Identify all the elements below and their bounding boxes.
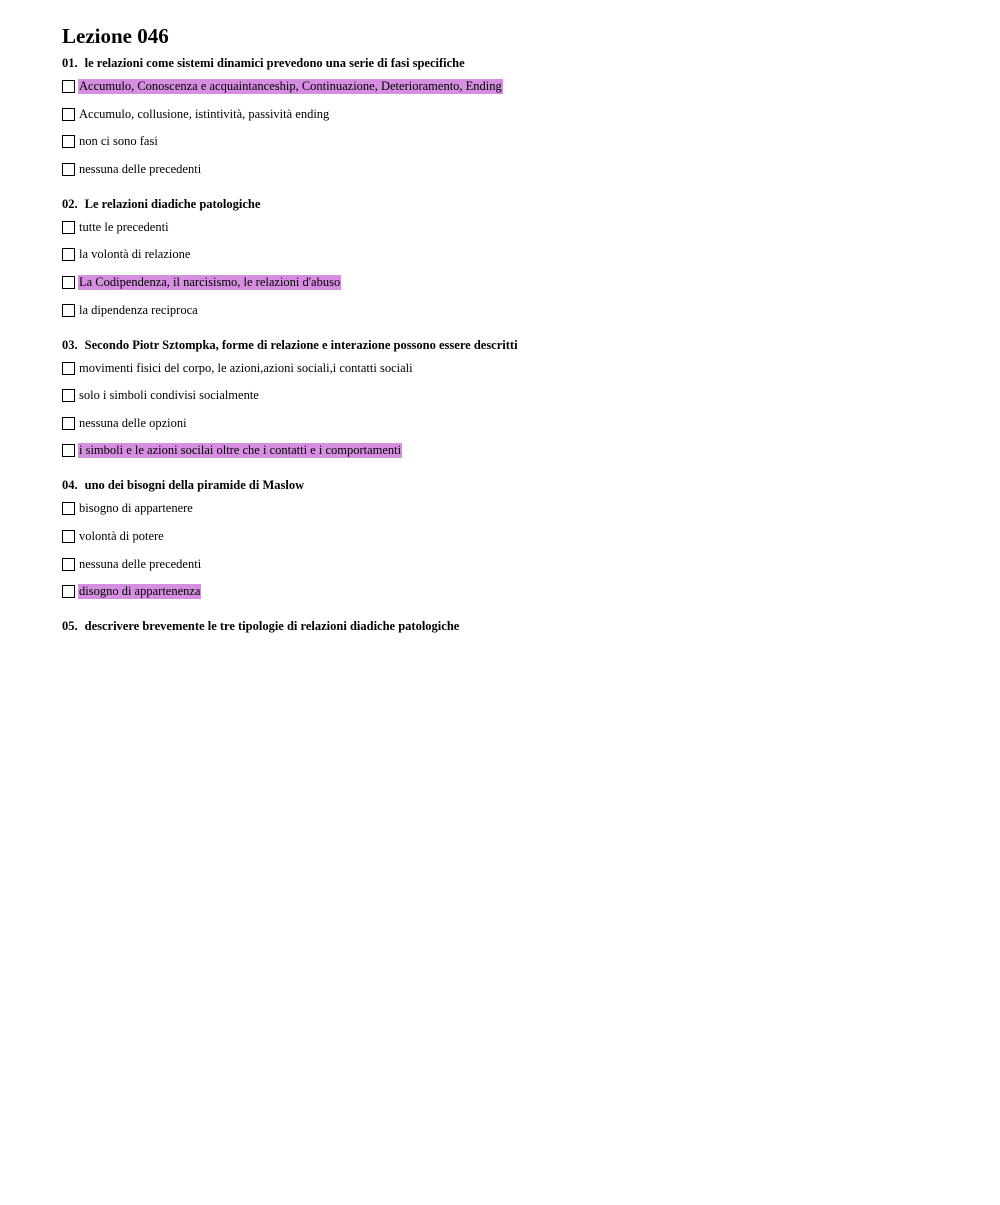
- question-1: [62, 54, 962, 178]
- answer-label-highlighted: i simboli e le azioni socilai oltre che i contatti e i comportamenti: [79, 443, 402, 458]
- answer-option[interactable]: [62, 246, 962, 263]
- question-header: [62, 617, 962, 635]
- question-text: descrivere brevemente le tre tipologie di relazioni diadiche patologiche: [84, 619, 460, 634]
- question-text: Le relazioni diadiche patologiche: [84, 196, 261, 211]
- answer-label: la dipendenza reciproca: [79, 302, 198, 317]
- question-number: 01.: [62, 56, 78, 70]
- question-header: [62, 195, 962, 213]
- answer-label: bisogno di appartenere: [79, 501, 193, 516]
- answer-label: volontà di potere: [79, 528, 164, 543]
- answer-option[interactable]: [62, 442, 962, 459]
- answer-checkbox[interactable]: [62, 304, 75, 317]
- answer-checkbox[interactable]: [62, 417, 75, 430]
- answer-option[interactable]: [62, 415, 962, 432]
- answer-option[interactable]: [62, 387, 962, 404]
- answer-option[interactable]: [62, 219, 962, 236]
- answer-checkbox[interactable]: [62, 108, 75, 121]
- answer-label: Accumulo, collusione, istintività, passività ending: [79, 106, 330, 121]
- answer-checkbox[interactable]: [62, 362, 75, 375]
- answer-option[interactable]: [62, 583, 962, 600]
- answer-label: nessuna delle opzioni: [79, 415, 187, 430]
- answer-checkbox[interactable]: [62, 248, 75, 261]
- answer-checkbox[interactable]: [62, 585, 75, 598]
- answer-option[interactable]: [62, 161, 962, 178]
- answer-option[interactable]: [62, 528, 962, 545]
- question-4: [62, 476, 962, 600]
- answer-option[interactable]: [62, 78, 962, 95]
- answer-option[interactable]: [62, 500, 962, 517]
- question-number: 05.: [62, 619, 78, 634]
- answer-checkbox[interactable]: [62, 530, 75, 543]
- questions-list: [62, 54, 962, 635]
- answer-options: [62, 78, 962, 178]
- answer-option[interactable]: [62, 360, 962, 377]
- question-number: 04.: [62, 478, 78, 493]
- answer-option[interactable]: [62, 274, 962, 291]
- answer-label-highlighted: disogno di appartenenza: [79, 584, 201, 599]
- answer-option[interactable]: [62, 133, 962, 150]
- question-3: [62, 336, 962, 460]
- answer-label: solo i simboli condivisi socialmente: [79, 388, 259, 403]
- question-header: [62, 476, 962, 494]
- question-2: [62, 195, 962, 319]
- answer-options: [62, 360, 962, 460]
- question-text: le relazioni come sistemi dinamici prevedono una serie di fasi specifiche: [84, 56, 465, 70]
- question-number: 02.: [62, 196, 78, 211]
- lesson-title: Lezione 046: [62, 24, 169, 48]
- question-number: 03.: [62, 337, 78, 352]
- answer-label: movimenti fisici del corpo, le azioni,azioni sociali,i contatti sociali: [79, 360, 413, 375]
- answer-label: non ci sono fasi: [79, 134, 158, 149]
- answer-label-highlighted: La Codipendenza, il narcisismo, le relazioni d'abuso: [79, 274, 341, 289]
- answer-label: la volontà di relazione: [79, 247, 191, 262]
- answer-label: tutte le precedenti: [79, 219, 169, 234]
- answer-checkbox[interactable]: [62, 80, 75, 93]
- question-header: [62, 54, 962, 72]
- answer-checkbox[interactable]: [62, 276, 75, 289]
- question-text: uno dei bisogni della piramide di Maslow: [84, 478, 305, 493]
- answer-option[interactable]: [62, 302, 962, 319]
- answer-options: [62, 500, 962, 600]
- answer-option[interactable]: [62, 556, 962, 573]
- answer-checkbox[interactable]: [62, 502, 75, 515]
- question-header: [62, 336, 962, 354]
- answer-label: nessuna delle precedenti: [79, 161, 202, 176]
- answer-checkbox[interactable]: [62, 163, 75, 176]
- question-5: [62, 617, 962, 635]
- quiz-page: [62, 22, 962, 652]
- answer-checkbox[interactable]: [62, 221, 75, 234]
- answer-options: [62, 219, 962, 319]
- question-text: Secondo Piotr Sztompka, forme di relazione e interazione possono essere descritti: [84, 337, 518, 352]
- answer-checkbox[interactable]: [62, 558, 75, 571]
- answer-checkbox[interactable]: [62, 444, 75, 457]
- answer-checkbox[interactable]: [62, 389, 75, 402]
- answer-checkbox[interactable]: [62, 135, 75, 148]
- answer-option[interactable]: [62, 106, 962, 123]
- answer-label: nessuna delle precedenti: [79, 556, 202, 571]
- answer-label-highlighted: Accumulo, Conoscenza e acquaintanceship, Continuazione, Deterioramento, Ending: [79, 79, 502, 93]
